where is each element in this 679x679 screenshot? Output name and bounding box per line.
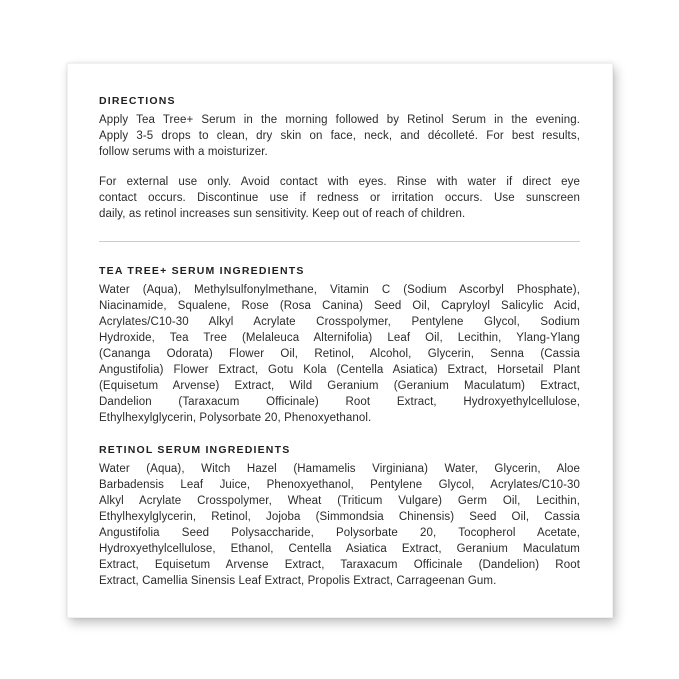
tea-tree-ingredients-list — [99, 282, 580, 426]
text-line: Hydroxyethylcellulose, Ethanol, Centella Asiatica Extract, Geranium Maculatum — [99, 543, 580, 555]
text-line: Water (Aqua), Witch Hazel (Hamamelis Virginiana) Water, Glycerin, Aloe — [99, 463, 580, 475]
text-line: Ethylhexylglycerin, Polysorbate 20, Phenoxyethanol. — [99, 412, 372, 424]
text-line: Ethylhexylglycerin, Retinol, Jojoba (Simmondsia Chinensis) Seed Oil, Cassia — [99, 511, 580, 523]
text-line: Barbadensis Leaf Juice, Phenoxyethanol, Pentylene Glycol, Acrylates/C10-30 — [99, 479, 580, 491]
text-line: Alkyl Acrylate Crosspolymer, Wheat (Triticum Vulgare) Germ Oil, Lecithin, — [99, 495, 580, 507]
text-line: Water (Aqua), Methylsulfonylmethane, Vitamin C (Sodium Ascorbyl Phosphate), — [99, 284, 580, 296]
retinol-ingredients-heading: RETINOL SERUM INGREDIENTS — [99, 444, 291, 456]
directions-heading: DIRECTIONS — [99, 95, 176, 107]
text-line: Angustifolia) Flower Extract, Gotu Kola (Centella Asiatica) Extract, Horsetail Plant — [99, 364, 580, 376]
section-tea-tree-ingredients — [99, 263, 580, 426]
section-retinol-ingredients — [99, 442, 580, 589]
text-line: Acrylates/C10-30 Alkyl Acrylate Crosspolymer, Pentylene Glycol, Sodium — [99, 316, 580, 328]
section-directions — [99, 93, 580, 222]
text-line: (Equisetum Arvense) Extract, Wild Geranium (Geranium Maculatum) Extract, — [99, 380, 580, 392]
directions-paragraph-usage — [99, 112, 580, 160]
text-line: Dandelion (Taraxacum Officinale) Root Extract, Hydroxyethylcellulose, — [99, 396, 580, 408]
text-line: follow serums with a moisturizer. — [99, 146, 268, 158]
text-line: Hydroxide, Tea Tree (Melaleuca Alternifolia) Leaf Oil, Lecithin, Ylang-Ylang — [99, 332, 580, 344]
tea-tree-ingredients-heading: TEA TREE+ SERUM INGREDIENTS — [99, 265, 305, 277]
retinol-ingredients-list — [99, 461, 580, 589]
text-line: Niacinamide, Squalene, Rose (Rosa Canina) Seed Oil, Capryloyl Salicylic Acid, — [99, 300, 580, 312]
text-line: Extract, Camellia Sinensis Leaf Extract, Propolis Extract, Carrageenan Gum. — [99, 575, 497, 587]
text-line: Extract, Equisetum Arvense Extract, Taraxacum Officinale (Dandelion) Root — [99, 559, 580, 571]
text-line: Apply 3-5 drops to clean, dry skin on face, neck, and décolleté. For best results, — [99, 130, 580, 142]
directions-paragraph-warnings — [99, 174, 580, 222]
text-line: Apply Tea Tree+ Serum in the morning followed by Retinol Serum in the evening. — [99, 114, 580, 126]
text-line: Angustifolia Seed Polysaccharide, Polysorbate 20, Tocopherol Acetate, — [99, 527, 580, 539]
text-line: (Cananga Odorata) Flower Oil, Retinol, Alcohol, Glycerin, Senna (Cassia — [99, 348, 580, 360]
product-label-card — [67, 63, 613, 618]
text-line: For external use only. Avoid contact with eyes. Rinse with water if direct eye — [99, 176, 580, 188]
text-line: daily, as retinol increases sun sensitivity. Keep out of reach of children. — [99, 208, 466, 220]
text-line: contact occurs. Discontinue use if redness or irritation occurs. Use sunscreen — [99, 192, 580, 204]
section-divider — [99, 241, 580, 242]
